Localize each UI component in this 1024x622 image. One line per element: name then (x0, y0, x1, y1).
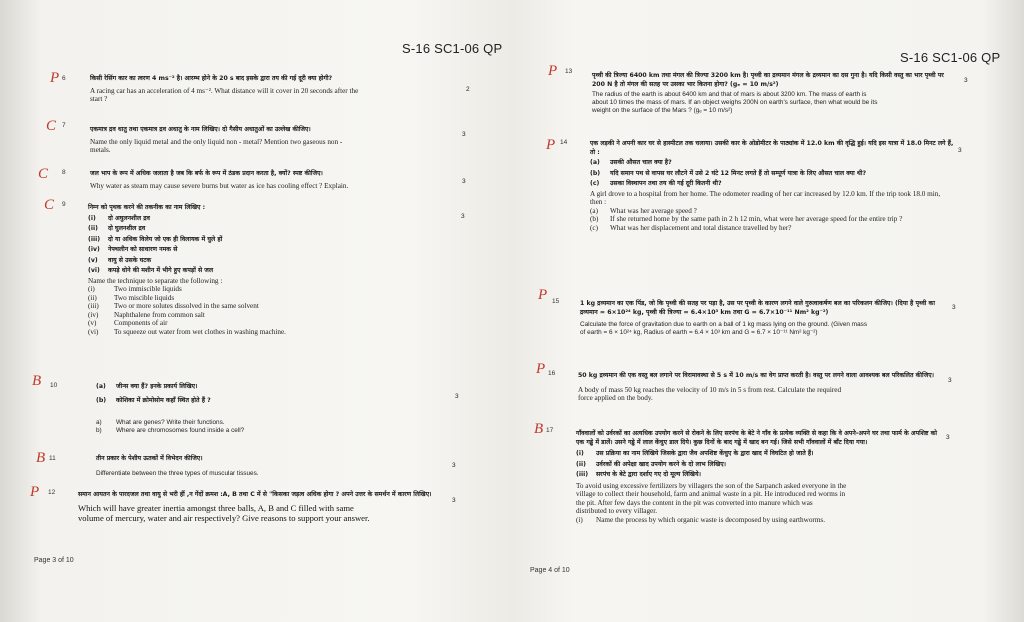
question-marks: 3 (946, 434, 950, 441)
list-item: (a) What was her average speed ? (590, 206, 697, 215)
question-tag: P (546, 137, 556, 153)
question-tag: P (30, 484, 40, 500)
question-english-line: distributed to every villager. (576, 507, 658, 516)
list-item: (iv) Naphthalene from common salt (88, 310, 205, 319)
list-item: (i) Name the process by which organic waste is decomposed by using earthworms. (576, 515, 826, 524)
question-marks: 3 (958, 147, 962, 154)
question-english-line: about 10 times the mass of mars. If an object weighs 200N on earth's surface, then what would be its (592, 99, 878, 106)
doc-code: S-16 SC1-06 QP (900, 50, 1001, 65)
page-number: Page 4 of 10 (530, 567, 570, 574)
question-marks: 3 (462, 131, 466, 138)
question-marks: 3 (948, 377, 952, 384)
list-item: (iii) सरपंच के बेटे द्वारा दर्शाए गए दो मूल्य लिखिये। (576, 471, 701, 478)
question-english-line: of earth = 6 × 10²⁴ kg, Radius of earth = 6.4 × 10³ km and G = 6.7 × 10⁻¹¹ Nm² kg⁻²) (580, 329, 818, 336)
question-tag: B (32, 373, 42, 389)
question-hindi: गाँववालों को उर्वरकों का अत्यधिक उपयोग करने से रोकने के लिए सरपंच के बेटे ने गाँव के प्रत्येक व्यक्ति से कहा कि वे अपने-अपने घर तथा फार्म के अपशिष्ट को एक गड्ढे में डालें। उसने गड्ढे में लाल केंचुए डाल दिये। कुछ दिनों के बाद गड्ढे में खाद बन गई। जिसे सभी गाँववालों में बाँट दिया गया। (576, 430, 938, 446)
list-item: (c) What was her displacement and total distance travelled by her? (590, 223, 792, 232)
question-tag: C (44, 197, 55, 213)
question-tag: B (534, 421, 544, 437)
question-marks: 3 (964, 77, 968, 84)
question-english-line: village to collect their household, farm and animal waste in a pit. He introduced red worms in (576, 490, 846, 499)
list-item: (iii) Two or more solutes dissolved in the same solvent (88, 302, 259, 311)
question-hindi: निम्न को पृथक करने की तकनीक का नाम लिखिए : (88, 204, 206, 211)
question-english-line: start ? (90, 95, 108, 104)
question-hindi: 50 kg द्रव्यमान की एक वस्तु बल लगाने पर विरामावस्था से 5 s में 10 m/s का वेग प्राप्त करती है। वस्तु पर लगने वाला आवश्यक बल परिकलित कीजिए। (578, 372, 934, 379)
question-marks: 3 (452, 497, 456, 504)
question-number: 12 (48, 489, 56, 496)
list-item: b) Where are chromosomes found inside a cell? (96, 427, 245, 434)
question-english-line: the pit. After few days the content in the pit was converted into manure which was (576, 498, 813, 507)
list-item: (b) कोशिका में क्रोमोसोम कहाँ स्थित होते हैं ? (96, 396, 211, 404)
question-hindi: पृथ्वी की त्रिज्या 6400 km तथा मंगल की त्रिज्या 3200 km है। पृथ्वी का द्रव्यमान मंगल के द्रव्यमान का दस गुना है। यदि किसी वस्तु का भार पृथ्वी पर 200 N है तो मंगल की सतह पर उसका भार कितना होगा? (gₑ = 10 m/s²) (592, 72, 944, 88)
question-number: 6 (62, 75, 66, 82)
list-item: (ii) उर्वरकों की अपेक्षा खाद उपयोग करने के दो लाभ लिखिए। (576, 460, 727, 468)
question-english-line: Why water as steam may cause severe burns but water as ice has cooling effect ? Explain. (90, 181, 349, 190)
question-english-line: Which will have greater inertia amongst three balls, A, B and C filled with same (78, 502, 354, 513)
question-english-line: Calculate the force of gravitation due to earth on a ball of 1 kg mass lying on the ground. (Given mass (580, 321, 868, 328)
doc-code: S-16 SC1-06 QP (402, 41, 503, 56)
question-tag: P (50, 70, 60, 86)
question-tag: P (536, 361, 546, 377)
list-item: (i) उस प्रक्रिया का नाम लिखिये जिसके द्वारा जैव अपशिष्ट केंचुए के द्वारा खाद में विघटित हो जाते हैं। (576, 450, 814, 457)
question-number: 10 (50, 382, 58, 389)
page-number: Page 3 of 10 (34, 557, 74, 564)
list-item: (iii) दो या अधिक विलेय जो एक ही विलायक में घुले हों (88, 235, 223, 243)
list-item: (i) Two immiscible liquids (88, 285, 182, 294)
question-marks: 3 (462, 178, 466, 185)
question-tag: P (548, 63, 558, 79)
question-english-line: A racing car has an acceleration of 4 ms⁻². What distance will it cover in 20 seconds after the (90, 86, 359, 95)
question-number: 9 (62, 201, 66, 208)
list-item: (i) दो अघुलनशील द्रव (88, 214, 150, 222)
question-english-line: The radius of the earth is about 6400 km and that of mars is about 3200 km. The mass of earth is (592, 91, 867, 98)
question-english-line: force applied on the body. (578, 394, 653, 403)
list-item: (ii) Two miscible liquids (88, 293, 175, 302)
question-english-line: weight on the surface of the Mars ? (gₑ = 10 m/s²) (592, 107, 733, 114)
question-english-line: metals. (90, 146, 111, 155)
question-marks: 3 (455, 393, 459, 400)
question-hindi: 1 kg द्रव्यमान का एक पिंड, जो कि पृथ्वी की सतह पर पड़ा है, उस पर पृथ्वी के कारण लगने वाले गुरुत्वाकर्षण बल का परिकलन कीजिए। (दिया है पृथ्वी का द्रव्यमान = 6×10²⁴ kg, पृथ्वी की त्रिज्या = 6.4×10³ km तथा G = 6.7×10⁻¹¹ Nm² kg⁻²) (580, 300, 935, 316)
question-hindi: समान आयतन के पारदजल तथा वायु से भरी हीं ,न गेंदों क्रमश :A, B तथा C में से "किसका जड़त्व अधिक होगा ? अपने उत्तर के समर्थन में कारण लिखिए। (78, 491, 432, 498)
list-item: (c) उसका विस्थापन तथा तय की गई दूरी कितनी थी? (590, 180, 722, 187)
list-item: (b) यदि समान पथ से वापस घर लौटने में उसे 2 घंटे 12 मिनट लगते हैं तो सम्पूर्ण यात्रा के लिए औसत चाल क्या थी? (590, 169, 867, 177)
list-item: (b) If she returned home by the same path in 2 h 12 min, what were her average speed for the entire trip ? (590, 215, 903, 224)
question-hindi: किसी रेसिंग कार का त्वरण 4 ms⁻² है। आरम्भ होने के 20 s बाद इसके द्वारा तय की गई दूरी क्या होगी? (90, 75, 333, 82)
question-english-line: Name the only liquid metal and the only liquid non - metal? Mention two gaseous non - (90, 137, 343, 146)
question-number: 7 (62, 122, 66, 129)
question-number: 14 (560, 139, 568, 146)
question-tag: P (538, 287, 548, 303)
list-item: (vi) कपड़े धोने की मशीन में भीगे हुए कपड़ों से जल (88, 267, 214, 274)
list-item: (v) Components of air (88, 319, 168, 328)
question-marks: 3 (461, 213, 465, 220)
question-number: 15 (552, 298, 560, 305)
question-hindi: एकमात्र द्रव धातु तथा एकमात्र द्रव अधातु के नाम लिखिए। दो गैसीय अधातुओं का उल्लेख कीजिए। (90, 126, 311, 133)
question-tag: C (38, 166, 49, 182)
question-marks: 3 (452, 462, 456, 469)
question-hindi: तीन प्रकार के पेशीय ऊतकों में विभेदन कीजिए। (96, 455, 203, 462)
list-item: (v) वायु से उसके घटक (88, 256, 152, 264)
question-hindi: एक लड़की ने अपनी कार घर से हास्पीटल तक चलाया। उसकी कार के ओडोमीटर के पाठ्यांक में 12.0 km की वृद्धि हुई। यदि इस यात्रा में 18.0 मिनट लगे हैं, तो : (590, 140, 954, 156)
question-hindi: जल भाप के रूप में अधिक जलाता है जब कि बर्फ के रूप में ठंडक प्रदान करता है, क्यों? स्पष्ट कीजिए। (90, 170, 323, 177)
list-item: (a) उसकी औसत चाल क्या है? (590, 159, 672, 166)
question-number: 16 (548, 370, 556, 377)
list-item: (a) जीन्स क्या हैं? इनके प्रकार्य लिखिए। (96, 383, 198, 390)
question-marks: 3 (952, 304, 956, 311)
list-item: (vi) To squeeze out water from wet clothes in washing machine. (88, 328, 286, 337)
question-number: 17 (546, 427, 554, 434)
question-number: 11 (49, 455, 56, 462)
question-english-line: Differentiate between the three types of muscular tissues. (96, 469, 259, 477)
question-english-line: A body of mass 50 kg reaches the velocity of 10 m/s in 5 s from rest. Calculate the required (578, 385, 842, 394)
question-english-line: volume of mercury, water and air respectively? Give reasons to support your answer. (78, 512, 370, 523)
question-number: 8 (62, 169, 66, 176)
question-marks: 2 (466, 86, 470, 93)
page-right (512, 0, 1024, 622)
question-tag: C (46, 118, 57, 134)
list-item: (iv) नेफ्थलीन को साधारण नमक से (88, 246, 178, 253)
question-english-line: To avoid using excessive fertilizers by villagers the son of the Sarpanch asked everyone in the (576, 481, 847, 490)
list-item: a) What are genes? Write their functions. (96, 419, 225, 426)
question-english-title: A girl drove to a hospital from her home. The odometer reading of her car increased by 12.0 km. If the trip took 18.0 min, then : (590, 189, 941, 207)
list-item: (ii) दो घुलनशील द्रव (88, 225, 146, 232)
question-tag: B (36, 450, 46, 466)
question-number: 13 (565, 68, 573, 75)
question-english-title: Name the technique to separate the following : (88, 276, 223, 285)
